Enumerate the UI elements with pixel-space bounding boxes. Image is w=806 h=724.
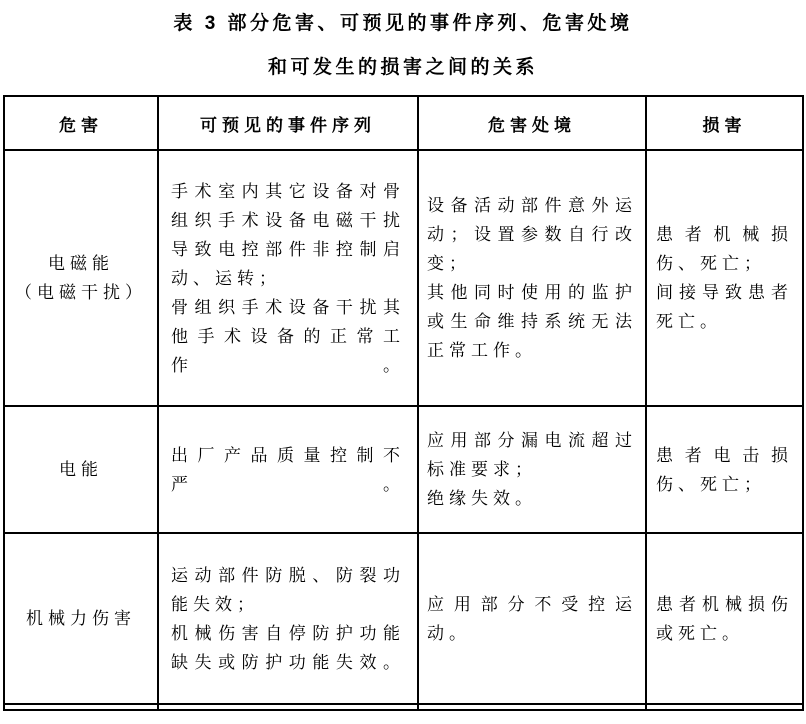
cell-event-sequence — [158, 406, 418, 533]
situation-paragraph: 其他同时使用的监护或生命维持系统无法正常工作。 — [427, 283, 637, 360]
cell-hazard — [4, 704, 158, 710]
harm-paragraph: 患者机械损伤或死亡。 — [656, 594, 793, 643]
cell-event-sequence — [158, 704, 418, 710]
sequence-paragraph: 手术室内其它设备对骨组织手术设备电磁干扰导致电控部件非控制启动、运转； — [171, 181, 405, 288]
cell-hazardous-situation — [418, 150, 646, 406]
header-cell-hazard: 危害 — [4, 96, 158, 150]
cell-harm — [646, 406, 803, 533]
cell-hazard — [4, 533, 158, 704]
cell-hazardous-situation — [418, 406, 646, 533]
situation-paragraph: 应用部分漏电流超过标准要求； — [427, 431, 637, 479]
header-cell-event-sequence: 可预见的事件序列 — [158, 96, 418, 150]
cell-harm — [646, 150, 803, 406]
harm-paragraph: 患者电击损伤、死亡； — [656, 445, 793, 494]
doc-title-line-2: 和可发生的损害之间的关系 — [267, 57, 538, 78]
cell-harm — [646, 704, 803, 710]
hazard-table — [3, 95, 804, 711]
header-cell-harm: 损害 — [646, 96, 803, 150]
harm-paragraph: 患者机械损伤、死亡； — [656, 225, 793, 273]
doc-title-line-1: 表 3 部分危害、可预见的事件序列、危害处境 — [173, 13, 633, 34]
table-header-row — [4, 96, 803, 150]
hazard-text: 机械力伤害 — [26, 609, 136, 628]
doc-title — [0, 2, 806, 90]
sequence-paragraph: 骨组织手术设备干扰其他手术设备的正常工作。 — [171, 297, 405, 375]
harm-paragraph: 间接导致患者死亡。 — [656, 283, 793, 331]
cell-hazard — [4, 150, 158, 406]
cell-hazardous-situation — [418, 533, 646, 704]
situation-paragraph: 绝缘失效。 — [427, 489, 537, 508]
situation-paragraph: 应用部分不受控运动。 — [427, 594, 637, 643]
cell-hazardous-situation — [418, 704, 646, 710]
table-row-electromagnetic — [4, 150, 803, 406]
cell-hazard — [4, 406, 158, 533]
header-cell-hazardous-situation: 危害处境 — [418, 96, 646, 150]
cell-event-sequence — [158, 150, 418, 406]
sequence-paragraph: 出厂产品质量控制不严。 — [171, 445, 405, 494]
hazard-text: （电磁干扰） — [15, 283, 147, 302]
cell-harm — [646, 533, 803, 704]
table-row-mechanical — [4, 533, 803, 704]
sequence-paragraph: 机械伤害自停防护功能缺失或防护功能失效。 — [171, 623, 405, 672]
table-row-electrical — [4, 406, 803, 533]
table-row-partial-cutoff — [4, 704, 803, 710]
situation-paragraph: 设备活动部件意外运动；设置参数自行改变； — [427, 196, 637, 273]
sequence-paragraph: 运动部件防脱、防裂功能失效； — [171, 565, 405, 614]
hazard-text: 电磁能 — [48, 254, 114, 273]
cell-event-sequence — [158, 533, 418, 704]
hazard-text: 电能 — [59, 460, 103, 479]
